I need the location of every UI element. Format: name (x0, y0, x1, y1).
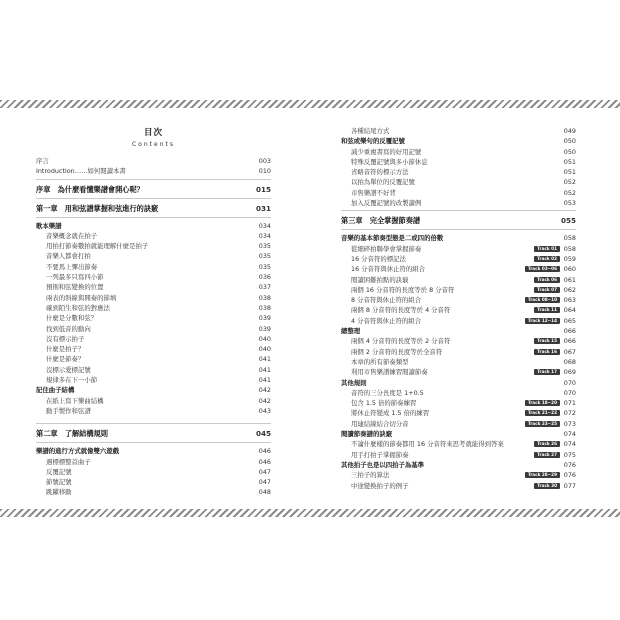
toc-right-column (341, 126, 576, 491)
page-number: 034 (258, 221, 271, 230)
track-badge: Track 28~29 (525, 472, 560, 478)
entry-title: 動手製作和弦譜 (46, 406, 91, 415)
entry-title: 各種結尾方式 (351, 127, 390, 135)
page-number: 076 (563, 471, 576, 480)
bottom-stripe-divider (0, 509, 620, 517)
page-number: 069 (563, 368, 576, 377)
page-number: 047 (258, 478, 271, 487)
page-number: 037 (258, 283, 271, 292)
entry-title: 什麼是分數和弦？ (46, 314, 98, 323)
entry-title: 反覆記號 (46, 467, 72, 476)
page-number: 040 (258, 345, 271, 354)
entry-title: 兩表的斜線與開奏的節填 (46, 293, 117, 302)
entry-title: 減少重複書寫的好用記號 (351, 147, 422, 156)
toc-section[interactable] (341, 326, 576, 336)
entry-title: 節號記號 (46, 478, 72, 487)
entry-title: 序章 為什麼看懂樂譜會開心呢？ (36, 184, 144, 194)
page-number: 045 (255, 429, 271, 439)
page-number: 066 (563, 327, 576, 336)
entry-title: 將休止符變成 1.5 倍的練習 (351, 409, 430, 418)
toc-subentry[interactable] (341, 408, 576, 418)
page-number: 067 (563, 347, 576, 356)
entry-title: 兩個 4 分音符的長度等於 2 分音符 (351, 337, 451, 346)
entry-title: 一列最多只寫四小節 (46, 273, 104, 282)
entry-title: 8 分音符與休止符的組合 (351, 296, 422, 305)
toc-subentry[interactable] (36, 282, 271, 292)
toc-left-column (36, 126, 271, 498)
page-number: 038 (258, 303, 271, 312)
entry-title: 以拍為單位的反覆記號 (351, 178, 415, 187)
page-number: 039 (258, 324, 271, 333)
entry-title: 什麼是節奏？ (46, 355, 85, 364)
toc-subentry[interactable] (36, 313, 271, 323)
toc-section[interactable] (341, 460, 576, 470)
entry-title: 不論什麼樣的節奏都用 16 分音符來思考就能得到答案 (351, 440, 504, 449)
toc-subentry[interactable] (36, 272, 271, 282)
page-number: 055 (560, 216, 576, 226)
entry-title: 確到陌生和弦的對應法 (46, 303, 110, 312)
section-divider (36, 423, 271, 424)
entry-title: 音樂人都會打拍 (46, 252, 91, 261)
page-number: 041 (258, 365, 271, 374)
page-number: 050 (563, 147, 576, 156)
page-number: 065 (563, 316, 576, 325)
page-number: 064 (563, 306, 576, 315)
entry-title: 閱讀困難拍點的訣竅 (351, 275, 409, 284)
entry-title: 和弦或樂句的反覆記號 (341, 137, 405, 146)
toc-chapter[interactable] (36, 427, 271, 440)
entry-title: 兩個 2 分音符的長度等於全音符 (351, 347, 443, 356)
track-badge: Track 23~25 (525, 421, 560, 427)
page-number: 051 (563, 168, 576, 177)
entry-title: 預則和弦變換的位置 (46, 283, 104, 292)
page-number: 046 (258, 457, 271, 466)
toc-subentry[interactable] (36, 303, 271, 313)
entry-title: 沒標示愛標記號 (46, 365, 91, 374)
track-badge: Track 17 (534, 369, 560, 375)
toc-subentry[interactable] (36, 334, 271, 344)
toc-subentry[interactable] (341, 357, 576, 367)
page-number: 052 (563, 188, 576, 197)
track-badge: Track 26 (534, 441, 560, 447)
toc-subentry[interactable] (341, 367, 576, 377)
toc-subentry[interactable] (36, 241, 271, 251)
entry-title: 利用市售樂譜練習閱讀節奏 (351, 368, 428, 377)
toc-subentry[interactable] (36, 293, 271, 303)
track-badge: Track 06 (534, 277, 560, 283)
toc-title: 目次 (143, 128, 163, 138)
toc-subentry[interactable] (36, 324, 271, 334)
entry-title: 其他拍子也是以四拍子為基準 (341, 460, 425, 469)
entry-title: 用拍打節奏數拍就能理解什麼是拍子 (46, 242, 149, 251)
entry-title: 特殊反覆記號與多小節休息 (351, 157, 428, 166)
page-number: 015 (255, 184, 271, 194)
page-number: 035 (258, 262, 271, 271)
entry-title: 本章的所有節奏類型 (351, 357, 409, 366)
section-divider (36, 442, 271, 443)
page-number: 041 (258, 376, 271, 385)
track-badge: Track 12~14 (525, 318, 560, 324)
page-number: 066 (563, 337, 576, 346)
toc-left-list (36, 156, 271, 498)
entry-title: 規律多在下一小節 (46, 376, 98, 385)
page-number: 059 (563, 254, 576, 263)
page-number: 053 (563, 199, 576, 208)
entry-title: 其他規則 (341, 378, 367, 387)
toc-entry[interactable] (36, 166, 271, 176)
track-badge: Track 01 (534, 246, 560, 252)
toc-subentry[interactable] (341, 126, 576, 136)
entry-title: 兩個 16 分音符的長度等於 8 分音符 (351, 285, 455, 294)
entry-title: 用手打拍子掌握節奏 (351, 450, 409, 459)
toc-subentry[interactable] (341, 254, 576, 264)
toc-subentry[interactable] (341, 439, 576, 449)
page-number: 049 (563, 127, 576, 135)
toc-chapter[interactable] (341, 214, 576, 227)
toc-subentry[interactable] (36, 396, 271, 406)
page-number: 043 (258, 406, 271, 415)
page-number: 039 (258, 314, 271, 323)
toc-subentry[interactable] (341, 419, 576, 429)
toc-subentry[interactable] (341, 295, 576, 305)
toc-subentry[interactable] (36, 344, 271, 354)
track-badge: Track 27 (534, 452, 560, 458)
entry-title: 省略音符的標示方法 (351, 168, 409, 177)
page-number: 072 (563, 409, 576, 418)
page-number: 070 (563, 388, 576, 397)
page-number: 061 (563, 275, 576, 284)
toc-subentry[interactable] (341, 275, 576, 285)
section-divider (341, 210, 576, 211)
entry-title: 第三章 完全掌握節奏譜 (341, 216, 421, 226)
entry-title: 什麼是拍子？ (46, 345, 85, 354)
page-number: 038 (258, 293, 271, 302)
page-number: 010 (258, 167, 271, 176)
page-number: 058 (563, 244, 576, 253)
toc-chapter[interactable] (36, 183, 271, 196)
entry-title: 樂譜的進行方式就像雙六遊戲 (36, 447, 120, 456)
toc-subentry[interactable] (341, 264, 576, 274)
entry-title: 找到低音的動向 (46, 324, 91, 333)
toc-subentry[interactable] (341, 336, 576, 346)
toc-subentry[interactable] (36, 406, 271, 416)
toc-subentry[interactable] (36, 354, 271, 364)
toc-subentry[interactable] (341, 450, 576, 460)
toc-subentry[interactable] (36, 375, 271, 385)
page-number: 073 (563, 419, 576, 428)
toc-chapter[interactable] (36, 202, 271, 215)
entry-title: 歌本樂譜 (36, 221, 62, 230)
toc-subentry[interactable] (36, 251, 271, 261)
toc-subentry[interactable] (341, 316, 576, 326)
track-badge: Track 30 (534, 483, 560, 489)
page-number: 046 (258, 447, 271, 456)
entry-title: Introduction……如何閱讀本書 (36, 167, 126, 176)
entry-title: 在紙上寫下樂曲結構 (46, 396, 104, 405)
toc-subentry[interactable] (341, 481, 576, 491)
page-number: 050 (563, 137, 576, 146)
toc-subentry[interactable] (341, 388, 576, 398)
section-gap (36, 416, 271, 421)
track-badge: Track 11 (534, 307, 560, 313)
entry-title: 跳躍移動 (46, 488, 72, 497)
entry-title: 第一章 用和弦譜掌握和弦進行的訣竅 (36, 203, 159, 213)
entry-title: 兩個 8 分音符的長度等於 4 分音符 (351, 306, 451, 315)
entry-title: 4 分音符與休止符的組合 (351, 316, 422, 325)
toc-section[interactable] (341, 378, 576, 388)
toc-entry[interactable] (36, 156, 271, 166)
page-number: 052 (563, 178, 576, 187)
page-number: 047 (258, 467, 271, 476)
page-number: 074 (563, 440, 576, 449)
section-divider (36, 179, 271, 180)
toc-subentry[interactable] (36, 467, 271, 477)
page-number: 003 (258, 157, 271, 165)
entry-title: 不要馬上彈出節奏 (46, 262, 98, 271)
entry-title: 閱讀節奏譜的訣竅 (341, 430, 393, 439)
toc-subentry[interactable] (36, 365, 271, 375)
toc-subentry[interactable] (341, 470, 576, 480)
track-badge: Track 16 (534, 349, 560, 355)
page-number: 036 (258, 273, 271, 282)
toc-subentry[interactable] (341, 305, 576, 315)
track-badge: Track 07 (534, 287, 560, 293)
toc-subentry[interactable] (341, 177, 576, 187)
page-number: 035 (258, 252, 271, 261)
page-number: 040 (258, 334, 271, 343)
top-stripe-divider (0, 100, 620, 108)
page-number: 041 (258, 355, 271, 364)
toc-section[interactable] (36, 446, 271, 456)
page-number: 062 (563, 285, 576, 294)
toc-subentry[interactable] (341, 285, 576, 295)
toc-subentry[interactable] (36, 262, 271, 272)
toc-section[interactable] (36, 385, 271, 395)
entry-title: 包含 1.5 倍的節奏練習 (351, 399, 417, 408)
entry-title: 第二章 了解結構規則 (36, 429, 108, 439)
page-number: 058 (563, 234, 576, 243)
toc-subentry[interactable] (341, 198, 576, 208)
page-number: 051 (563, 157, 576, 166)
toc-right-list (341, 126, 576, 491)
entry-title: 中途變換拍子的例子 (351, 481, 409, 490)
page-number: 060 (563, 265, 576, 274)
page-number: 048 (258, 488, 271, 497)
toc-subentry[interactable] (36, 457, 271, 467)
entry-title: 沒有標示拍子 (46, 334, 85, 343)
toc-subentry[interactable] (341, 157, 576, 167)
entry-title: 從細碎拍聯學會掌握節奏 (351, 244, 422, 253)
page-number: 035 (258, 242, 271, 251)
toc-subentry[interactable] (341, 147, 576, 157)
entry-title: 序言 (36, 157, 49, 165)
page-number: 074 (563, 430, 576, 439)
entry-title: 總整理 (341, 327, 361, 336)
toc-subentry[interactable] (341, 167, 576, 177)
toc-subentry[interactable] (341, 188, 576, 198)
track-badge: Track 03~06 (525, 266, 560, 272)
page-number: 071 (563, 399, 576, 408)
page-number: 042 (258, 396, 271, 405)
track-badge: Track 21~22 (525, 410, 560, 416)
track-badge: Track 02 (534, 256, 560, 262)
toc-subentry[interactable] (36, 231, 271, 241)
page-number: 034 (258, 231, 271, 240)
page-number: 070 (563, 378, 576, 387)
track-badge: Track 08~10 (525, 297, 560, 303)
entry-title: 16 分音符的標記法 (351, 254, 406, 263)
toc-subentry[interactable] (341, 398, 576, 408)
entry-title: 記住曲子結構 (36, 386, 75, 395)
entry-title: 音樂概念就在拍子 (46, 231, 98, 240)
toc-subentry[interactable] (36, 477, 271, 487)
toc-title-block (36, 126, 271, 148)
toc-section[interactable] (341, 233, 576, 243)
page-number: 042 (258, 386, 271, 395)
page-number: 068 (563, 357, 576, 366)
track-badge: Track 18~20 (525, 400, 560, 406)
entry-title: 加入反覆記號的改製讀例 (351, 199, 422, 208)
page-number: 077 (563, 481, 576, 490)
toc-section[interactable] (341, 136, 576, 146)
toc-subtitle: Contents (132, 141, 175, 148)
toc-section[interactable] (36, 221, 271, 231)
page-number: 031 (255, 203, 271, 213)
toc-section[interactable] (341, 429, 576, 439)
entry-title: 音符的三分長度是 1+0.5 (351, 388, 424, 397)
entry-title: 三拍子的算法 (351, 471, 390, 480)
track-badge: Track 15 (534, 338, 560, 344)
page-number: 075 (563, 450, 576, 459)
entry-title: 音樂的基本節奏型態是二或四的倍數 (341, 234, 444, 243)
entry-title: 16 分音符與休止符的組合 (351, 265, 426, 274)
section-divider (36, 198, 271, 199)
toc-subentry[interactable] (36, 487, 271, 497)
toc-subentry[interactable] (341, 347, 576, 357)
section-divider (36, 217, 271, 218)
page-number: 076 (563, 460, 576, 469)
toc-subentry[interactable] (341, 244, 576, 254)
section-divider (341, 229, 576, 230)
entry-title: 用連結線結合切分音 (351, 419, 409, 428)
page-number: 063 (563, 296, 576, 305)
entry-title: 遇標標整首曲子 (46, 457, 91, 466)
entry-title: 市售樂譜不好背 (351, 188, 396, 197)
